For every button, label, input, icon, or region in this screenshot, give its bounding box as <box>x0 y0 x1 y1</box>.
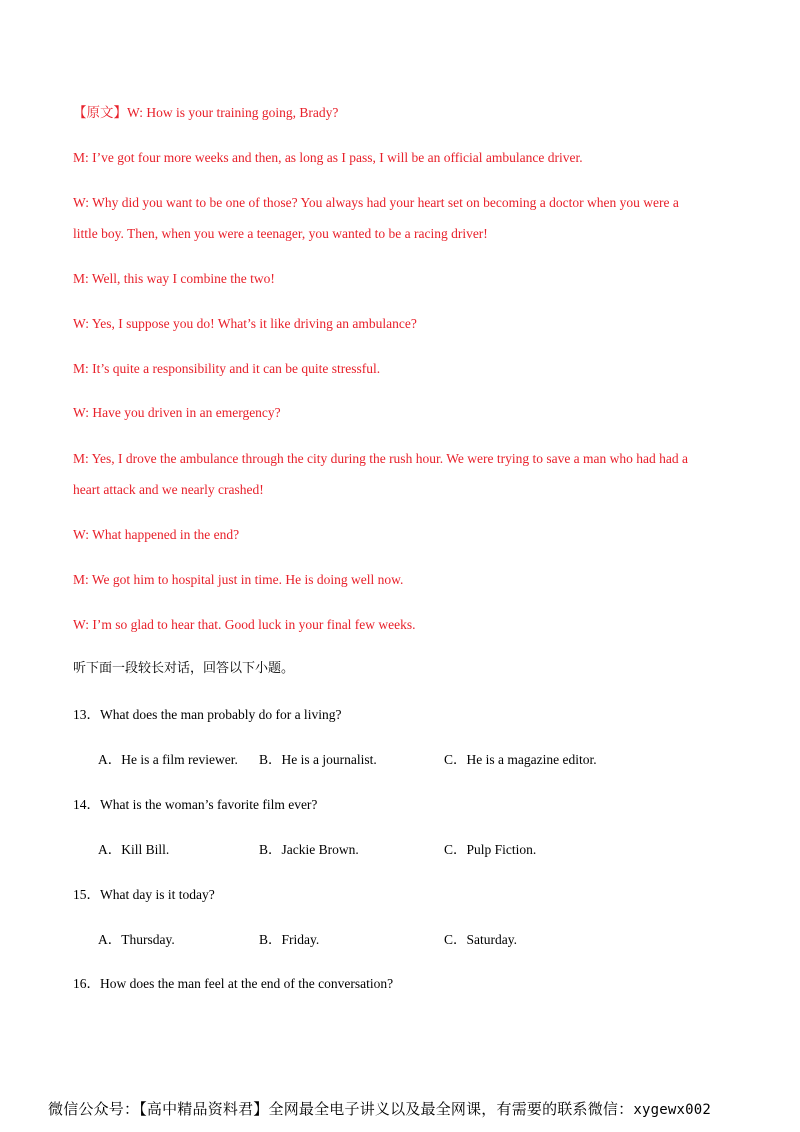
transcript-line-10: heart attack and we nearly crashed! <box>73 482 264 497</box>
transcript-line-11: W: What happened in the end? <box>73 527 240 542</box>
q13-option-c: C．He is a magazine editor. <box>444 752 597 767</box>
transcript-line-8: W: Have you driven in an emergency? <box>73 405 281 420</box>
question-15: 15．What day is it today? <box>73 887 215 902</box>
transcript-line-6: W: Yes, I suppose you do! What’s it like driving an ambulance? <box>73 316 417 331</box>
q15-option-c: C．Saturday. <box>444 932 517 947</box>
transcript-line-7: M: It’s quite a responsibility and it can be quite stressful. <box>73 361 381 376</box>
transcript-line-12: M: We got him to hospital just in time. He is doing well now. <box>73 572 404 587</box>
transcript-line-5: M: Well, this way I combine the two! <box>73 271 275 286</box>
transcript-line-3: W: Why did you want to be one of those? You always had your heart set on becoming a doctor when you were a <box>73 195 679 210</box>
transcript-line-9: M: Yes, I drove the ambulance through the city during the rush hour. We were trying to save a man who had had a <box>73 451 689 466</box>
transcript-line-4: little boy. Then, when you were a teenager, you wanted to be a racing driver! <box>73 226 488 241</box>
q14-option-a: A．Kill Bill. <box>98 842 170 857</box>
transcript-line-13: W: I’m so glad to hear that. Good luck in your final few weeks. <box>73 617 416 632</box>
transcript-tag: 【原文】 <box>73 105 127 120</box>
footer-wechat-id: xygewx002 <box>633 1102 711 1118</box>
footer-note <box>48 1100 711 1119</box>
q15-option-a: A．Thursday. <box>98 932 175 947</box>
transcript-text: W: How is your training going, Brady? <box>127 105 339 120</box>
question-16: 16．How does the man feel at the end of the conversation? <box>73 976 394 991</box>
q14-option-b: B．Jackie Brown. <box>259 842 359 857</box>
transcript-line-1 <box>73 104 338 122</box>
transcript-line-2: M: I’ve got four more weeks and then, as long as I pass, I will be an official ambulance driver. <box>73 150 583 165</box>
question-13: 13．What does the man probably do for a living? <box>73 707 342 722</box>
q13-option-a: A．He is a film reviewer. <box>98 752 238 767</box>
footer-text: 微信公众号：【高中精品资料君】全网最全电子讲义以及最全网课，有需要的联系微信： <box>48 1100 634 1118</box>
instruction-text: 听下面一段较长对话，回答以下小题。 <box>73 661 295 676</box>
q14-option-c: C．Pulp Fiction. <box>444 842 537 857</box>
question-14: 14．What is the woman’s favorite film ever? <box>73 797 318 812</box>
q15-option-b: B．Friday. <box>259 932 320 947</box>
q13-option-b: B．He is a journalist. <box>259 752 377 767</box>
